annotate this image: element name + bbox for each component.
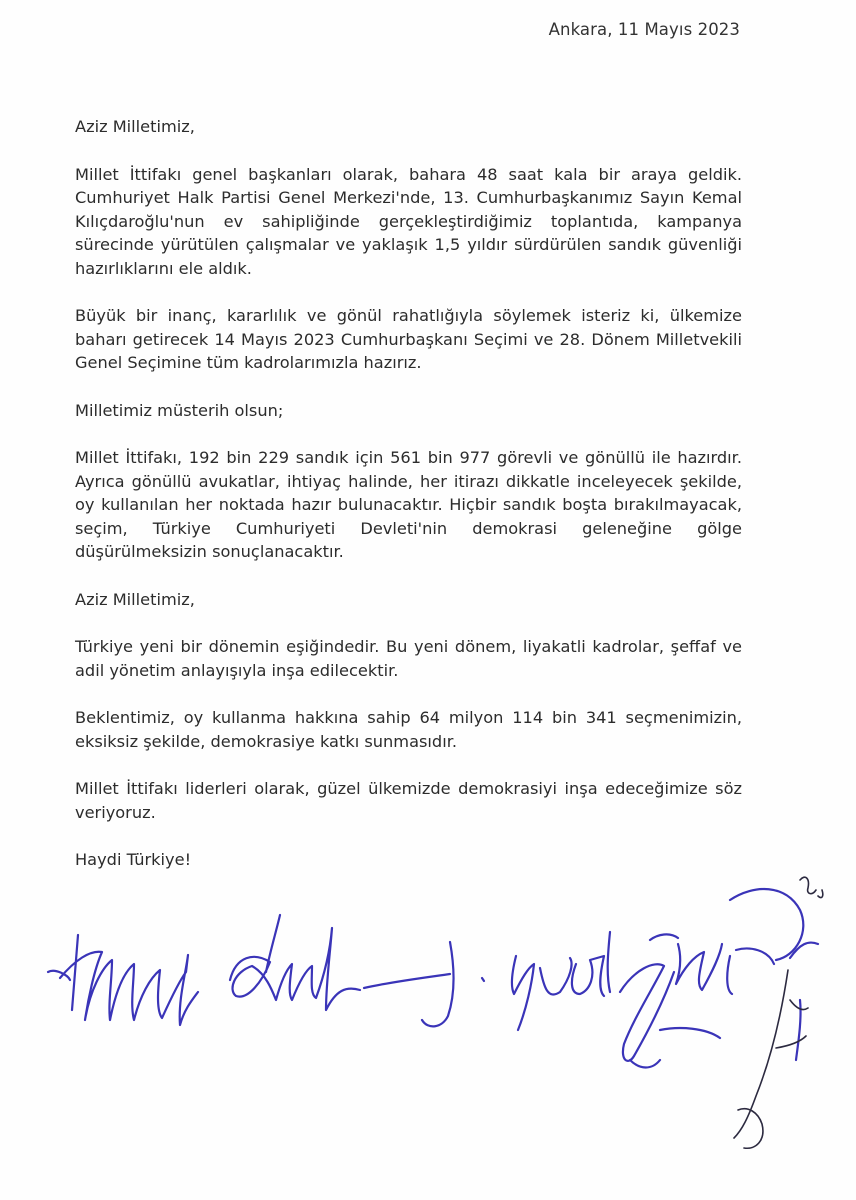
- body-paragraph: Milletimiz müsterih olsun;: [75, 400, 284, 420]
- signature-5: [734, 877, 823, 1148]
- signature-1: [48, 935, 198, 1025]
- body-paragraph: Millet İttifakı genel başkanları olarak, bahara 48 saat kala bir araya geldik. Cumhuriyet Halk Partisi Genel Merkezi'nde, 13. Cumhurbaşkanımız Sayın Kemal Kılıçdaroğlu'nun ev sahipliğinde gerçekleştirdiğimiz toplantıda, kampanya sürecinde yürütülen çalışmalar ve yaklaşık 1,5 yıldır sürdürülen sandık güvenliği hazırlıklarını ele aldık.: [75, 164, 742, 278]
- greeting-paragraph: Aziz Milletimiz,: [75, 117, 195, 136]
- body-paragraph: Millet İttifakı liderleri olarak, güzel ülkemizde demokrasiyi inşa edeceğimize söz veriyoruz.: [75, 779, 742, 822]
- body-paragraph: Büyük bir inanç, kararlılık ve gönül rahatlığıyla söylemek isteriz ki, ülkemize baharı getirecek 14 Mayıs 2023 Cumhurbaşkanı Seçimi ve 28. Dönem Milletvekili Genel Seçimine tüm kadrolarımızla hazırız.: [75, 306, 742, 372]
- signatures: [30, 860, 840, 1180]
- signature-3: [364, 932, 610, 1030]
- letter-date: Ankara, 11 Mayıs 2023: [548, 20, 740, 39]
- body-paragraph: Beklentimiz, oy kullanma hakkına sahip 64 milyon 114 bin 341 seçmenimizin, eksiksiz şekilde, demokrasiye katkı sunmasıdır.: [75, 708, 742, 751]
- signature-4: [620, 889, 818, 1067]
- signature-2: [230, 915, 360, 1010]
- body-paragraph: Türkiye yeni bir dönemin eşiğindedir. Bu yeni dönem, liyakatli kadrolar, şeffaf ve adil yönetim anlayışıyla inşa edilecektir.: [75, 637, 742, 680]
- body-paragraph: Millet İttifakı, 192 bin 229 sandık için 561 bin 977 görevli ve gönüllü ile hazırdır. Ayrıca gönüllü avukatlar, ihtiyaç halinde, her itirazı dikkatle inceleyecek şekilde, oy kullanılan her noktada hazır bulunacaktır. Hiçbir sandık boşta bırakılmayacak, seçim, Türkiye Cumhuriyeti Devleti'nin demokrasi geleneğine gölge düşürülmeksizin sonuçlanacaktır.: [75, 448, 742, 561]
- closing-line: Haydi Türkiye!: [75, 850, 192, 869]
- greeting-paragraph: Aziz Milletimiz,: [75, 589, 195, 609]
- letter-body: [75, 115, 742, 872]
- signatures-svg: [30, 860, 840, 1180]
